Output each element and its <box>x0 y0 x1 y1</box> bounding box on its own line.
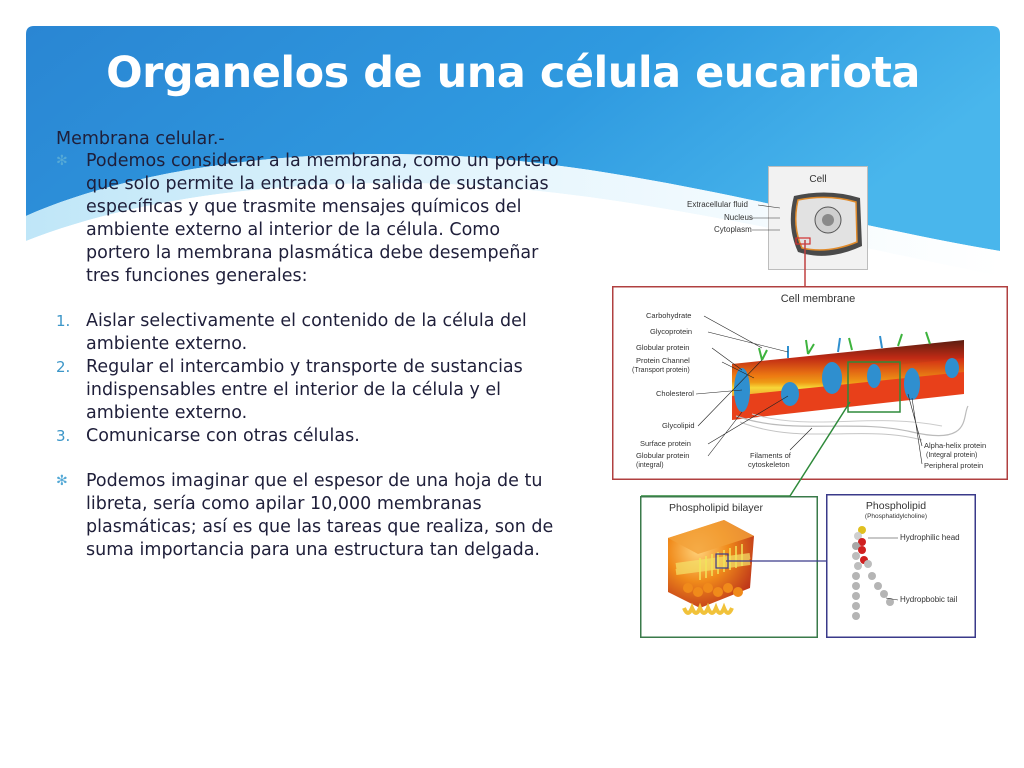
bilayer-title: Phospholipid bilayer <box>669 502 763 514</box>
phospholipid-title: Phospholipid <box>865 500 927 512</box>
paragraph-text: Podemos considerar a la membrana, como un portero que solo permite la entrada o la salida de sustancias específicas y que trasmite mensajes químicos del ambiente externo al interior de la célula. Como portero la membrana plasmática debe desempeñar tres funciones generales: <box>86 151 559 286</box>
content-text <box>56 128 566 562</box>
asterisk-bullet-icon: ✻ <box>56 153 68 169</box>
asterisk-bullet-icon: ✻ <box>56 473 68 489</box>
label-cytoplasm: Cytoplasm <box>714 225 752 234</box>
list-item-text: Regular el intercambio y transporte de sustancias indispensables entre el interior de la célula y el ambiente externo. <box>86 357 523 423</box>
phospholipid-diagram <box>826 494 976 638</box>
label-extracellular: Extracellular fluid <box>687 200 748 209</box>
connector-lines <box>640 400 900 500</box>
label-peripheral-protein: Peripheral protein <box>924 461 984 470</box>
list-number: 1. <box>56 312 71 330</box>
list-item-text: Comunicarse con otras células. <box>86 426 360 446</box>
label-integral-protein: (Integral protein) <box>926 452 978 459</box>
label-surface-protein: Surface protein <box>640 439 691 448</box>
connector-line <box>795 240 815 290</box>
list-item <box>56 425 566 448</box>
list-item <box>56 356 566 425</box>
label-integral: (integral) <box>636 462 664 469</box>
slide-title: Organelos de una célula eucariota <box>106 48 920 98</box>
bullet-paragraph <box>56 150 566 288</box>
section-heading: Membrana celular.- <box>56 129 225 149</box>
label-globular-integral: Globular protein <box>636 451 690 460</box>
connector-line-right <box>726 554 830 568</box>
cell-labels <box>680 196 780 240</box>
label-filaments: Filaments of <box>750 451 791 460</box>
phospholipid-subtitle: (Phosphatidylcholine) <box>864 513 928 520</box>
label-globular-protein: Globular protein <box>636 343 690 352</box>
label-alpha-helix: Alpha-helix protein <box>924 441 987 450</box>
cell-title: Cell <box>809 174 827 185</box>
label-nucleus: Nucleus <box>724 213 753 222</box>
label-hydrophobic-tail: Hydropbobic tail <box>900 595 958 604</box>
label-cholesterol: Cholesterol <box>656 389 694 398</box>
label-transport-protein: (Transport protein) <box>632 367 690 374</box>
cell-diagram <box>768 166 868 270</box>
label-hydrophilic-head: Hydrophilic head <box>900 533 960 542</box>
list-number: 2. <box>56 358 71 376</box>
label-glycoprotein: Glycoprotein <box>650 327 693 336</box>
label-glycolipid: Glycolipid <box>662 421 695 430</box>
paragraph-text: Podemos imaginar que el espesor de una hoja de tu libreta, sería como apilar 10,000 membranas plasmáticas; así es que las tareas que realiza, son de suma importancia para una estructura tan delgada. <box>86 471 554 560</box>
membrane-title: Cell membrane <box>780 293 856 305</box>
label-protein-channel: Protein Channel <box>636 356 690 365</box>
list-item-text: Aislar selectivamente el contenido de la célula del ambiente externo. <box>86 311 527 354</box>
label-carbohydrate: Carbohydrate <box>646 311 692 320</box>
list-item <box>56 310 566 356</box>
list-number: 3. <box>56 427 71 445</box>
bullet-paragraph <box>56 470 566 562</box>
label-cytoskeleton: cytoskeleton <box>748 460 790 469</box>
